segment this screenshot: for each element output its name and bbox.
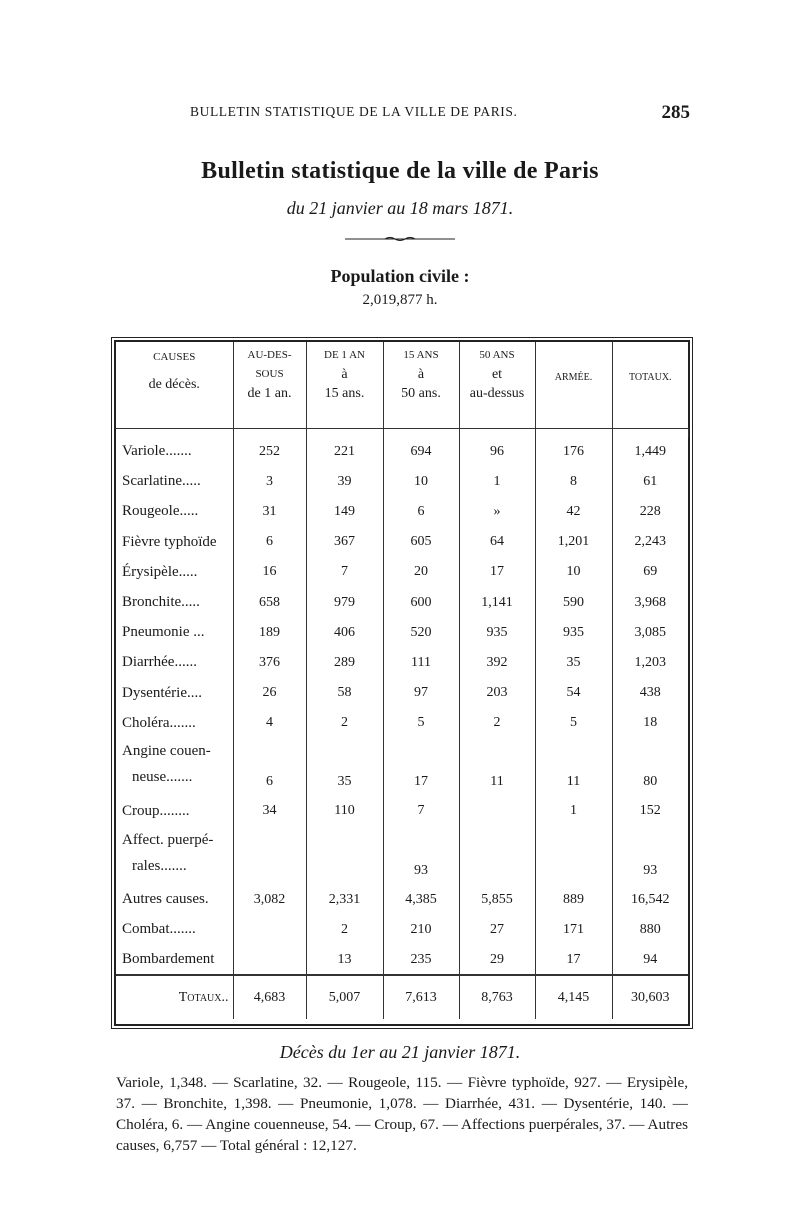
table-row	[116, 885, 688, 915]
value-cell: 96	[459, 437, 535, 467]
cause-label-line: rales.......	[132, 857, 187, 874]
table-body	[116, 428, 688, 1019]
value-cell	[306, 827, 383, 885]
value-cell: 176	[535, 437, 612, 467]
value-cell: 600	[383, 587, 459, 617]
value-cell: 20	[383, 557, 459, 587]
cause-cell	[116, 738, 233, 796]
col-header-1-15	[306, 342, 383, 428]
value-cell	[535, 827, 612, 885]
value-cell: 10	[383, 467, 459, 497]
cause-cell: Scarlatine.....	[116, 467, 233, 497]
cause-label-line: Affect. puerpé-	[122, 831, 214, 848]
value-cell: 6	[233, 738, 306, 796]
value-cell: 235	[383, 945, 459, 975]
value-cell: 1,201	[535, 527, 612, 557]
col-header-line: TOTAUX.	[628, 372, 672, 383]
table-row	[116, 945, 688, 975]
value-cell: 406	[306, 618, 383, 648]
col-header-line: de décès.	[148, 377, 200, 392]
col-header-line: 15 ans.	[324, 386, 365, 401]
totals-value-cell: 8,763	[459, 975, 535, 1019]
deces-title: Décès du 1er au 21 janvier 1871.	[279, 1042, 521, 1062]
table-row	[116, 437, 688, 467]
cause-cell: Combat.......	[116, 915, 233, 945]
value-cell: 35	[535, 648, 612, 678]
table-row	[116, 467, 688, 497]
running-title: BULLETIN STATISTIQUE DE LA VILLE DE PARIS.	[190, 104, 518, 119]
value-cell: 54	[535, 678, 612, 708]
cause-cell: Dysentérie....	[116, 678, 233, 708]
table-row	[116, 708, 688, 738]
value-cell: »	[459, 497, 535, 527]
value-cell: 27	[459, 915, 535, 945]
value-cell: 3,968	[634, 594, 666, 610]
running-header	[190, 102, 690, 123]
table-row	[116, 527, 688, 557]
totals-value-cell: 30,603	[612, 975, 688, 1019]
table-row	[116, 915, 688, 945]
value-cell: 17	[535, 945, 612, 975]
col-header-armee	[535, 342, 612, 428]
value-cell: 18	[643, 715, 658, 731]
value-cell: 5	[535, 708, 612, 738]
value-cell: 7	[383, 796, 459, 826]
cause-cell: Autres causes.	[116, 885, 233, 915]
value-cell: 16,542	[631, 891, 670, 907]
col-header-under-1	[233, 342, 306, 428]
cause-cell: Érysipèle.....	[116, 557, 233, 587]
totals-label: Totaux..	[116, 975, 233, 1019]
value-cell: 16	[233, 557, 306, 587]
value-cell: 289	[306, 648, 383, 678]
col-header-line: 15 ANS	[403, 349, 439, 361]
cause-cell: Pneumonie ...	[116, 618, 233, 648]
value-cell: 438	[639, 685, 661, 701]
value-cell: 1	[459, 467, 535, 497]
value-cell: 4	[233, 708, 306, 738]
value-cell: 3,082	[233, 885, 306, 915]
value-cell: 2	[459, 708, 535, 738]
col-header-50-plus	[459, 342, 535, 428]
page-subtitle: du 21 janvier au 18 mars 1871.	[286, 198, 514, 218]
value-cell: 7	[306, 557, 383, 587]
value-cell: 80	[643, 774, 658, 790]
value-cell: 111	[383, 648, 459, 678]
value-cell: 17	[383, 738, 459, 796]
value-cell: 17	[459, 557, 535, 587]
table-row	[116, 557, 688, 587]
cause-cell: Bronchite.....	[116, 587, 233, 617]
value-cell	[233, 945, 306, 975]
value-cell: 203	[459, 678, 535, 708]
totals-value-cell: 5,007	[306, 975, 383, 1019]
table-row	[116, 648, 688, 678]
deces-text: Variole, 1,348. — Scarlatine, 32. — Rougeole, 115. — Fièvre typhoïde, 927. — Erysipèle, 37. — Bronchite, 1,398. — Pneumonie, 1,078. — Diarrhée, 431. — Dysentérie, 140. — Choléra, 6. — Angine couenneuse, 54. — Croup, 67. — Affections puerpérales, 37. — Autres causes, 6,757 — Total général : 12,127.	[116, 1074, 688, 1154]
col-header-line: DE 1 AN	[324, 349, 365, 361]
table-row	[116, 678, 688, 708]
value-cell: 3,085	[634, 624, 666, 640]
value-cell: 221	[306, 437, 383, 467]
col-header-line: ARMÉE.	[554, 372, 593, 383]
totals-value-cell: 4,683	[233, 975, 306, 1019]
value-cell: 13	[306, 945, 383, 975]
value-cell: 6	[383, 497, 459, 527]
value-cell: 42	[535, 497, 612, 527]
col-header-line: SOUS	[255, 368, 284, 380]
col-header-line: de 1 an.	[247, 386, 292, 401]
population-label: Population civile :	[330, 266, 470, 286]
value-cell: 520	[383, 618, 459, 648]
value-cell: 880	[639, 921, 661, 937]
value-cell: 252	[233, 437, 306, 467]
totals-row	[116, 975, 688, 1019]
col-header-line: à	[417, 367, 425, 382]
population-value: 2,019,877 h.	[362, 292, 438, 308]
value-cell: 58	[306, 678, 383, 708]
value-cell: 935	[535, 618, 612, 648]
cause-cell: Variole.......	[116, 437, 233, 467]
value-cell: 29	[459, 945, 535, 975]
col-header-15-50	[383, 342, 459, 428]
col-header-line: CAUSES	[153, 351, 196, 363]
value-cell: 1	[535, 796, 612, 826]
table-row	[116, 497, 688, 527]
totals-value-cell: 7,613	[383, 975, 459, 1019]
value-cell: 34	[233, 796, 306, 826]
value-cell: 110	[306, 796, 383, 826]
ornament-divider-icon	[345, 236, 455, 242]
value-cell: 2,243	[634, 534, 666, 550]
value-cell: 64	[459, 527, 535, 557]
value-cell: 6	[233, 527, 306, 557]
value-cell	[459, 827, 535, 885]
cause-cell: Fièvre typhoïde	[116, 527, 233, 557]
col-header-line: et	[491, 367, 503, 382]
cause-cell: Diarrhée......	[116, 648, 233, 678]
value-cell: 171	[535, 915, 612, 945]
cause-cell: Rougeole.....	[116, 497, 233, 527]
col-header-causes	[116, 342, 233, 428]
value-cell: 152	[639, 803, 661, 819]
value-cell	[233, 827, 306, 885]
value-cell: 605	[383, 527, 459, 557]
value-cell: 2	[306, 708, 383, 738]
totals-value-cell: 4,145	[535, 975, 612, 1019]
cause-cell: Choléra.......	[116, 708, 233, 738]
col-header-line: au-dessus	[469, 386, 525, 401]
value-cell: 590	[535, 587, 612, 617]
cause-label-line: neuse.......	[132, 769, 193, 786]
page-number: 285	[661, 102, 690, 123]
value-cell: 61	[643, 473, 658, 489]
cause-cell: Croup........	[116, 796, 233, 826]
value-cell	[233, 915, 306, 945]
mortality-table-frame	[114, 340, 690, 1026]
table-row	[116, 827, 688, 885]
cause-cell	[116, 827, 233, 885]
header-spacer-row	[116, 428, 688, 437]
value-cell: 210	[383, 915, 459, 945]
value-cell: 11	[535, 738, 612, 796]
page-title: Bulletin statistique de la ville de Paris	[201, 158, 599, 184]
value-cell: 228	[639, 503, 661, 519]
value-cell: 935	[459, 618, 535, 648]
value-cell: 149	[306, 497, 383, 527]
value-cell: 97	[383, 678, 459, 708]
cause-label-line: Angine couen-	[122, 743, 211, 760]
table-row	[116, 618, 688, 648]
table-row	[116, 738, 688, 796]
col-header-line: à	[341, 367, 348, 382]
col-header-line: AU-DES-	[247, 349, 292, 361]
value-cell: 39	[306, 467, 383, 497]
value-cell: 392	[459, 648, 535, 678]
mortality-table	[116, 342, 689, 1019]
value-cell: 889	[535, 885, 612, 915]
value-cell: 93	[643, 862, 658, 878]
value-cell: 8	[535, 467, 612, 497]
col-header-line: 50 ANS	[479, 349, 515, 361]
value-cell: 376	[233, 648, 306, 678]
col-header-line: 50 ans.	[401, 386, 441, 401]
value-cell: 1,449	[634, 443, 666, 459]
value-cell: 189	[233, 618, 306, 648]
col-header-totaux	[612, 342, 688, 428]
cause-cell: Bombardement	[116, 945, 233, 975]
value-cell: 1,141	[459, 587, 535, 617]
value-cell	[459, 796, 535, 826]
value-cell: 35	[306, 738, 383, 796]
table-header-row	[116, 342, 688, 428]
value-cell: 1,203	[634, 654, 666, 670]
value-cell: 11	[459, 738, 535, 796]
value-cell: 367	[306, 527, 383, 557]
value-cell: 694	[383, 437, 459, 467]
value-cell: 26	[233, 678, 306, 708]
value-cell: 3	[233, 467, 306, 497]
value-cell: 10	[535, 557, 612, 587]
value-cell: 31	[233, 497, 306, 527]
value-cell: 93	[383, 827, 459, 885]
value-cell: 2,331	[306, 885, 383, 915]
value-cell: 5,855	[459, 885, 535, 915]
value-cell: 2	[306, 915, 383, 945]
value-cell: 94	[643, 951, 658, 967]
value-cell: 979	[306, 587, 383, 617]
value-cell: 658	[233, 587, 306, 617]
value-cell: 4,385	[383, 885, 459, 915]
table-row	[116, 587, 688, 617]
value-cell: 5	[383, 708, 459, 738]
table-row	[116, 796, 688, 826]
value-cell: 69	[643, 564, 658, 580]
